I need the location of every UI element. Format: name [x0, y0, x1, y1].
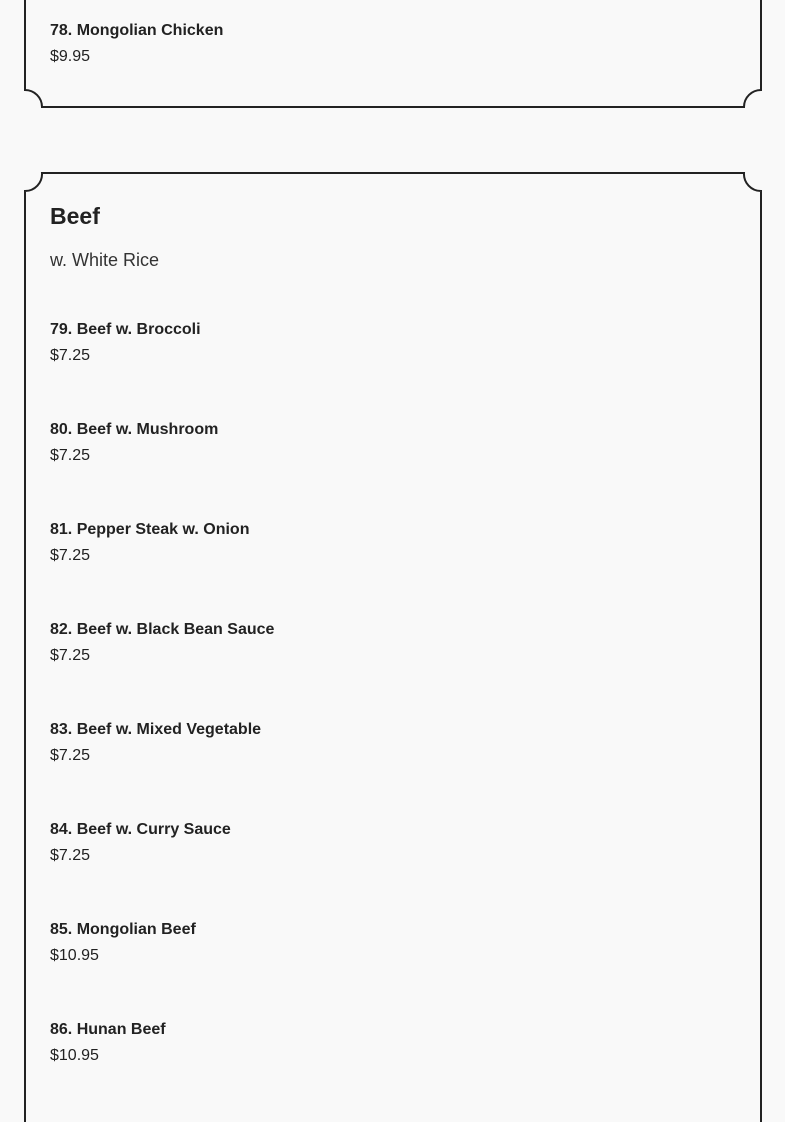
menu-item[interactable]: [50, 320, 201, 366]
menu-item[interactable]: [50, 21, 223, 67]
menu-item-price: $7.25: [50, 747, 91, 764]
menu-item-price: $7.25: [50, 547, 91, 564]
menu-item-price: $7.25: [50, 847, 91, 864]
menu-item-price: $7.25: [50, 347, 91, 364]
menu-item-name: 82. Beef w. Black Bean Sauce: [50, 621, 275, 638]
menu-item[interactable]: [50, 720, 261, 766]
menu-item-price: $9.95: [50, 48, 91, 65]
menu-item-name: 78. Mongolian Chicken: [50, 22, 224, 39]
menu-item-name: 85. Mongolian Beef: [50, 921, 196, 938]
menu-item[interactable]: [50, 820, 231, 866]
menu-item-price: $7.25: [50, 647, 91, 664]
menu-item-price: $10.95: [50, 1047, 99, 1064]
menu-item-name: 83. Beef w. Mixed Vegetable: [50, 721, 262, 738]
menu-item[interactable]: [50, 920, 196, 966]
menu-item[interactable]: [50, 520, 249, 566]
menu-item-name: 79. Beef w. Broccoli: [50, 321, 201, 338]
menu-item[interactable]: [50, 1020, 166, 1066]
menu-item-price: $7.25: [50, 447, 91, 464]
menu-item-price: $10.95: [50, 947, 99, 964]
menu-item[interactable]: [50, 620, 274, 666]
menu-item-name: 84. Beef w. Curry Sauce: [50, 821, 231, 838]
section-subtitle: w. White Rice: [50, 250, 160, 270]
section-title: Beef: [50, 203, 100, 229]
menu-item-name: 86. Hunan Beef: [50, 1021, 166, 1038]
chicken-section-card: [25, 0, 761, 108]
menu-item[interactable]: [50, 420, 218, 466]
menu-item-name: 80. Beef w. Mushroom: [50, 421, 219, 438]
menu-item-name: 81. Pepper Steak w. Onion: [50, 521, 250, 538]
beef-section-card: [25, 172, 761, 1122]
